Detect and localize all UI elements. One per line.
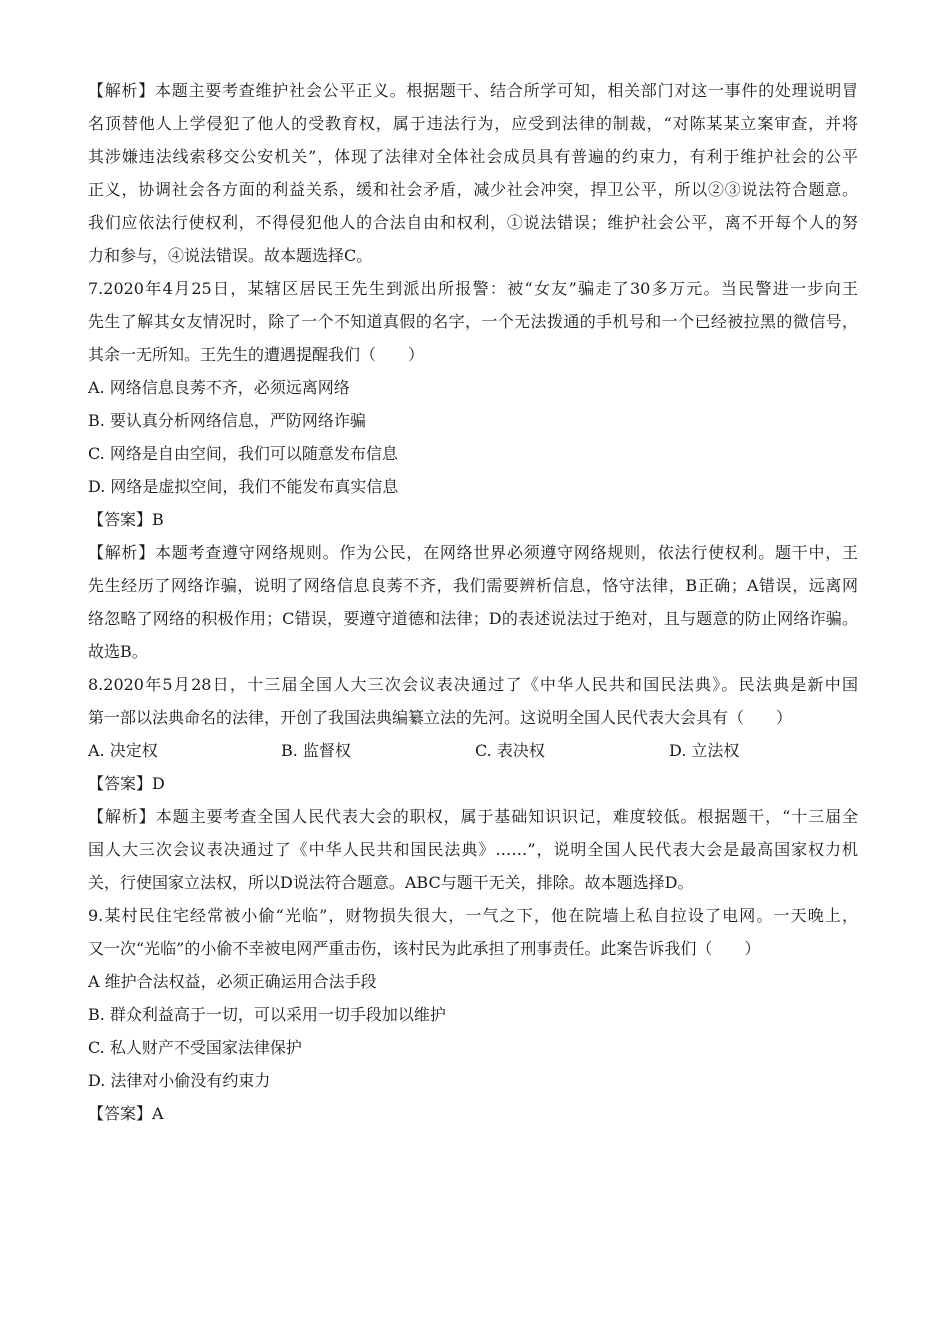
q7-analysis-line: 先生经历了网络诈骗，说明了网络信息良莠不齐，我们需要辨析信息，恪守法律，B正确；A错误，远离网 [88, 576, 858, 595]
q9-stem-line: 又一次“光临”的小偷不幸被电网严重击伤，该村民为此承担了刑事责任。此案告诉我们（ ） [88, 939, 761, 958]
q7-analysis-line: 故选B。 [88, 642, 148, 661]
q7-option-d: D. 网络是虚拟空间，我们不能发布真实信息 [88, 477, 399, 496]
q9-option-d: D. 法律对小偷没有约束力 [88, 1071, 271, 1090]
q7-answer: 【答案】B [88, 510, 164, 529]
q6-analysis-line: 【解析】本题主要考查维护社会公平正义。根据题干、结合所学可知，相关部门对这一事件的处理说明冒 [88, 81, 858, 100]
q8-option-d: D. 立法权 [669, 741, 740, 760]
q7-stem-line: 其余一无所知。王先生的遭遇提醒我们（ ） [88, 345, 425, 364]
q8-analysis-line: 【解析】本题主要考查全国人民代表大会的职权，属于基础知识识记，难度较低。根据题干，“十三届全 [88, 807, 858, 826]
q9-option-c: C. 私人财产不受国家法律保护 [88, 1038, 302, 1057]
q6-analysis-line: 其涉嫌违法线索移交公安机关”，体现了法律对全体社会成员具有普遍的约束力，有利于维护社会的公平 [88, 147, 858, 166]
q7-stem-line: 先生了解其女友情况时，除了一个不知道真假的名字，一个无法拨通的手机号和一个已经被拉黑的微信号， [88, 312, 858, 331]
q6-analysis-line: 我们应依法行使权利，不得侵犯他人的合法自由和权利，①说法错误；维护社会公平，离不开每个人的努 [88, 213, 858, 232]
q8-options-row [88, 740, 788, 762]
q6-analysis-line: 力和参与，④说法错误。故本题选择C。 [88, 246, 373, 265]
q8-stem-line: 第一部以法典命名的法律，开创了我国法典编纂立法的先河。这说明全国人民代表大会具有（ ） [88, 708, 793, 727]
q7-option-b: B. 要认真分析网络信息，严防网络诈骗 [88, 411, 366, 430]
q8-analysis-line: 国人大三次会议表决通过了《中华人民共和国民法典》……”，说明全国人民代表大会是最高国家权力机 [88, 840, 858, 859]
q6-analysis-line: 正义，协调社会各方面的利益关系，缓和社会矛盾，减少社会冲突，捍卫公平，所以②③说法符合题意。 [88, 180, 858, 199]
q8-analysis-line: 关，行使国家立法权，所以D说法符合题意。ABC与题干无关，排除。故本题选择D。 [88, 873, 694, 892]
q8-stem-line: 8.2020年5月28日，十三届全国人大三次会议表决通过了《中华人民共和国民法典》。民法典是新中国 [88, 675, 858, 694]
q7-option-c: C. 网络是自由空间，我们可以随意发布信息 [88, 444, 398, 463]
q7-analysis-line: 【解析】本题考查遵守网络规则。作为公民，在网络世界必须遵守网络规则，依法行使权利。题干中，王 [88, 543, 858, 562]
q9-stem-line: 9.某村民住宅经常被小偷“光临”，财物损失很大，一气之下，他在院墙上私自拉设了电网。一天晚上， [88, 906, 858, 925]
q9-answer: 【答案】A [88, 1104, 164, 1123]
q8-answer: 【答案】D [88, 774, 165, 793]
q8-option-b: B. 监督权 [281, 741, 351, 760]
q7-analysis-line: 络忽略了网络的积极作用；C错误，要遵守道德和法律；D的表述说法过于绝对，且与题意的防止网络诈骗。 [88, 609, 858, 628]
q8-option-a: A. 决定权 [88, 741, 158, 760]
q7-option-a: A. 网络信息良莠不齐，必须远离网络 [88, 378, 350, 397]
q9-option-b: B. 群众利益高于一切，可以采用一切手段加以维护 [88, 1005, 446, 1024]
q9-option-a: A 维护合法权益，必须正确运用合法手段 [88, 972, 377, 991]
q7-stem-line: 7.2020年4月25日，某辖区居民王先生到派出所报警：被“女友”骗走了30多万元。当民警进一步向王 [88, 279, 858, 298]
q8-option-c: C. 表决权 [475, 741, 545, 760]
q6-analysis-line: 名顶替他人上学侵犯了他人的受教育权，属于违法行为，应受到法律的制裁，“对陈某某立案审查，并将 [88, 114, 858, 133]
